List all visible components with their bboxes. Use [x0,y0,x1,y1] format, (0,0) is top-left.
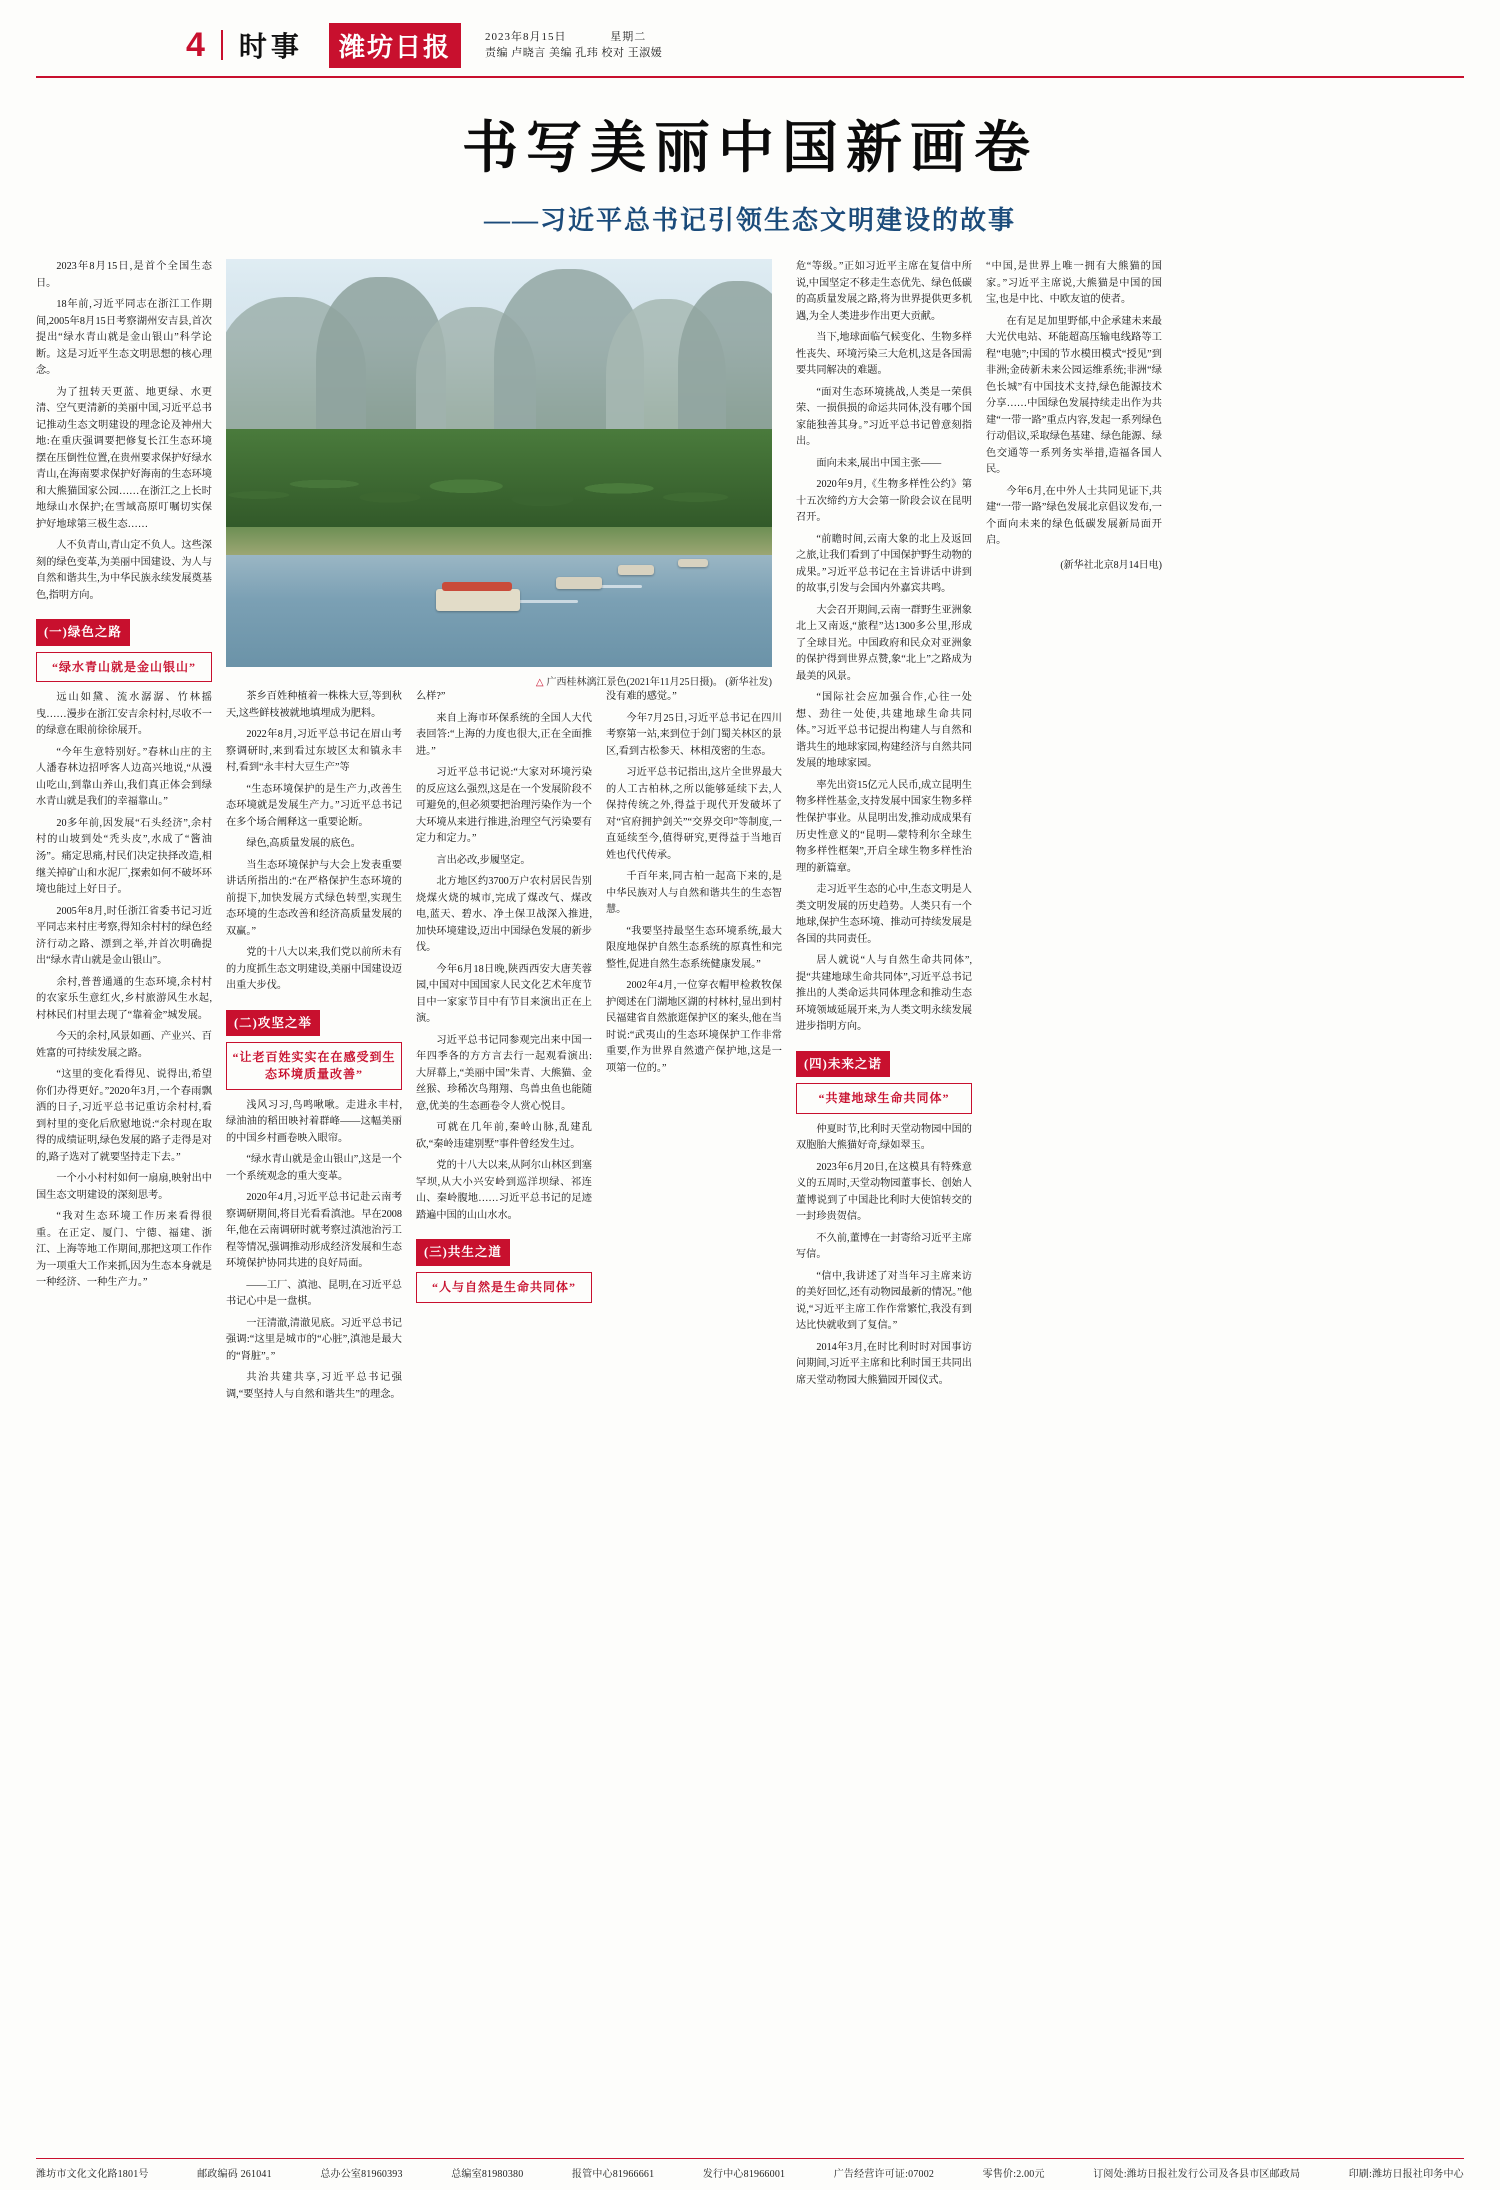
footer-print: 印刷:潍坊日报社印务中心 [1348,2169,1464,2180]
paragraph: 仲夏时节,比利时天堂动物园中国的双胞胎大熊猫好奇,绿如翠玉。 [796,1123,972,1152]
paragraph: 今年6月18日晚,陕西西安大唐芙蓉园,中国对中国国家人民文化艺术年度节目中一家家节目中有节目来演出正在上演。 [416,963,592,1025]
section-quote-4: “共建地球生命共同体” [796,1083,972,1114]
paragraph: “面对生态环境挑战,人类是一荣俱荣、一损俱损的命运共同体,没有哪个国家能独善其身。”习近平总书记曾意刻指出。 [796,386,972,448]
paragraph: 远山如黛、流水潺潺、竹林摇曳……漫步在浙江安吉余村村,尽收不一的绿意在眼前徐徐展开。 [36,692,212,737]
paragraph: 在有足足加里野郁,中企承建未来最大光伏电站、环能超高压输电线路等工程“电驰”;中国的节水模田模式“授见”到非洲;金砖新未来公园运维系统;非洲“绿色长城”有中国技术支持,绿色能源技术分享……中国绿色发展持续走出作为共建“一带一路”重点内容,发起一系列绿色行动倡议,采取绿色基建、绿色能源、绿色交通等一系列务实举措,造福各国人民。 [986,315,1162,476]
paragraph: 党的十八大以来,我们党以前所未有的力度抓生态文明建设,美丽中国建设迈出重大步伐。 [226,947,402,992]
section-quote-2: “让老百姓实实在在感受到生态环境质量改善” [226,1042,402,1090]
paragraph: 当下,地球面临气候变化、生物多样性丧失、环境污染三大危机,这是各国需要共同解决的难题。 [796,332,972,377]
boat-wake [518,600,578,603]
paragraph: 2022年8月,习近平总书记在眉山考察调研时,来到看过东坡区太和镇永丰村,看到“永丰村大豆生产”等 [226,729,402,774]
paragraph: 20多年前,因发展“石头经济”,余村村的山坡到处“秃头皮”,水成了“酱油汤”。痛定思痛,村民们决定抉择改造,相继关掉矿山和水泥厂,探索如何不破坏环境也能过上好日子。 [36,817,212,896]
paragraph: “我对生态环境工作历来看得很重。在正定、厦门、宁德、福建、浙江、上海等地工作期间,那把这项工作作为一项重大工作来抓,因为生态本身就是一种经济、一种生产力。” [36,1211,212,1289]
paragraph: 2014年3月,在时比利时时对国事访问期间,习近平主席和比利时国王共同出席天堂动物园大熊猫园开园仪式。 [796,1341,972,1386]
paragraph: 今天的余村,风景如画、产业兴、百姓富的可持续发展之路。 [36,1031,212,1059]
paragraph: 习近平总书记同参观完出来中国一年四季各的方方言去行一起观看演出:大屏幕上,“美丽中国”朱青、大熊猫、金丝猴、珍稀次鸟翔翔、鸟兽虫鱼也能随意,优美的生态画卷令人赏心悦目。 [416,1034,592,1112]
article-body [36,259,1464,2164]
column-1 [36,259,212,2164]
column-6 [986,259,1162,2164]
paragraph: 2020年9月,《生物多样性公约》第十五次缔约方大会第一阶段会议在昆明召开。 [796,479,972,524]
paragraph: 么样?” [416,691,446,702]
paragraph: 居人就说“人与自然生命共同体”,提“共建地球生命共同体”,习近平总书记推出的人类命运共同体理念和推动生态环境领域延展开来,为人类文明永续发展进步指明方向。 [796,955,972,1033]
tour-boat [556,577,602,589]
paragraph: 可就在几年前,秦岭山脉,乱建乱砍,“秦岭违建别墅”事件曾经发生过。 [416,1122,592,1150]
boat-wake [598,585,642,588]
paragraph: ——工厂、滇池、昆明,在习近平总书记心中是一盘棋。 [226,1279,402,1308]
photo-block [226,259,772,689]
paragraph: “生态环境保护的是生产力,改善生态环境就是发展生产力。”习近平总书记在多个场合阐释这一重要论断。 [226,783,402,828]
paragraph: 走习近平生态的心中,生态文明是人类文明发展的历史趋势。人类只有一个地球,保护生态环境、推动可持续发展是各国的共同责任。 [796,884,972,945]
page-footer [36,2158,1464,2180]
footer-price: 零售价:2.00元 [982,2169,1045,2180]
section-tag-1: (一)绿色之路 [36,619,130,645]
tour-boat [436,589,520,611]
landscape-photo [226,259,772,667]
paragraph: 为了扭转天更蓝、地更绿、水更清、空气更清新的美丽中国,习近平总书记推动生态文明建设的理念论及神州大地:在重庆强调要把修复长江生态环境摆在压倒性位置,在贵州要求保护好绿水青山,在海南要求保护好海南的生态环境和大熊猫国家公园……在浙江之上长时地绿山水保护;在雪域高原叮嘱切实保护好地球第三极生态…… [36,386,212,530]
caption-text: 广西桂林漓江景色(2021年11月25日摄)。 [546,677,723,688]
paragraph: “我要坚持最坚生态环境系统,最大限度地保护自然生态系统的原真性和完整性,促进自然生态系统健康发展。” [606,925,782,970]
paragraph: 浅风习习,鸟鸣啾啾。走进永丰村,绿油油的稻田映衬着群峰——这幅美丽的中国乡村画卷映入眼帘。 [226,1099,402,1144]
paragraph: 大会召开期间,云南一群野生亚洲象北上又南返,“旅程”达1300多公里,形成了全球目光。中国政府和民众对亚洲象的保护得到世界点赞,象“北上”之路成为最美的风景。 [796,604,972,682]
paragraph: 2020年4月,习近平总书记赴云南考察调研期间,将目光看看滇池。早在2008年,他在云南调研时就考察过滇池治污工程等情况,强调推动形成经济发展和生态环境保护协同共进的良好局面。 [226,1192,402,1270]
tour-boat [618,565,654,575]
paragraph: 千百年来,同古柏一起高下来的,是中华民族对人与自然和谐共生的生态智慧。 [606,871,782,916]
paragraph: 2005年8月,时任浙江省委书记习近平同志来村庄考察,得知余村村的绿色经济行动之路、漂到之举,并首次明确提出“绿水青山就是金山银山”。 [36,905,212,967]
tour-boat [678,559,708,567]
paragraph: 2023年8月15日,是首个全国生态日。 [36,261,212,289]
paragraph: 今年7月25日,习近平总书记在四川考察第一站,来到位于剑门蜀关林区的景区,看到古松参天、林相茂密的生态。 [606,712,782,757]
paragraph: 2023年6月20日,在这模具有特殊意义的五周时,天堂动物园董事长、创始人董博说到了中国赴比利时大使馆转交的一封珍贵贺信。 [796,1161,972,1223]
section-tag-2: (二)攻坚之举 [226,1010,320,1036]
footer-subscribe: 订阅处:潍坊日报社发行公司及各县市区邮政局 [1093,2169,1301,2180]
paragraph: “中国,是世界上唯一拥有大熊猫的国家。”习近平主席说,大熊猫是中国的国宝,也是中比、中欧友谊的使者。 [986,261,1162,306]
footer-distribution: 报管中心81966661 [571,2169,655,2180]
paragraph: 党的十八大以来,从阿尔山林区到塞罕坝,从大小兴安岭到巡洋坝绿、祁连山、秦岭腹地……习近平总书记的足迹踏遍中国的山山水水。 [416,1160,592,1221]
paragraph: “信中,我讲述了对当年习主席来访的美好回忆,还有动物园最新的情况。”他说,“习近平主席工作作常繁忙,我没有到达比快就收到了复信。” [796,1270,972,1332]
paragraph: 面向未来,展出中国主张—— [816,457,942,469]
paragraph: 共治共建共享,习近平总书记强调,“要坚持人与自然和谐共生”的理念。 [226,1372,402,1400]
paragraph: 率先出资15亿元人民币,成立昆明生物多样性基金,支持发展中国家生物多样性保护事业。从昆明出发,推动成成果有历史性意义的“昆明—蒙特利尔全球生物多样性框架”,开启全球生物多样性治理的新篇章。 [796,779,972,874]
editor-credits: 责编 卢晓言 美编 孔玮 校对 王淑媛 [484,47,663,59]
page-title: 书写美丽中国新画卷 [462,118,1038,180]
footer-phone: 总办公室81960393 [320,2169,403,2180]
footer-postcode: 邮政编码 261041 [197,2169,272,2180]
masthead-meta [485,29,662,62]
section-quote-3: “人与自然是生命共同体” [416,1272,592,1303]
paragraph: 来自上海市环保系统的全国人大代表回答:“上海的力度也很大,正在全面推进。” [416,712,592,757]
paragraph: 当生态环境保护与大会上发表重要讲话所指出的:“在严格保护生态环境的前提下,加快发展方式绿色转型,实现生态环境的生态改善和经济高质量发展的双赢。” [226,859,402,937]
section-tag-4: (四)未来之诺 [796,1051,890,1077]
footer-office: 总编室81980380 [451,2169,524,2180]
paragraph: “绿水青山就是金山银山”,这是一个一个系统观念的重大变革。 [226,1154,402,1182]
paragraph: 习近平总书记指出,这片全世界最大的人工古柏林,之所以能够延续下去,人保持传统之外,得益于现代开发破坏了对“官府拥护剑关”“交界交印”等制度,一直延续至今,值得研究,更得益于当地百姓也代代传承。 [606,767,782,861]
masthead-divider [221,30,223,60]
footer-address: 潍坊市文化文化路1801号 [36,2169,149,2180]
photo-caption [226,673,772,688]
paragraph: 18年前,习近平同志在浙江工作期间,2005年8月15日考察湖州安吉县,首次提出“绿水青山就是金山银山”科学论断。这是习近平生态文明思想的核心理念。 [36,299,212,377]
section-title: 时事 [238,32,303,63]
section-quote-1: “绿水青山就是金山银山” [36,652,212,683]
paragraph: 北方地区约3700万户农村居民告别烧煤火烧的城市,完成了煤改气、煤改电,蓝天、碧水、净土保卫战深入推进,加快环境建设,迈出中国绿色发展的新步伐。 [416,876,592,954]
paragraph: “这里的变化看得见、说得出,希望你们办得更好。”2020年3月,一个春雨飘洒的日子,习近平总书记重访余村村,看到村里的变化后欣慰地说:“余村现在取得的成绩证明,绿色发展的路子走得是对的,路子选对了就要坚持走下去。” [36,1069,212,1163]
paragraph: 一汪清澈,清澈见底。习近平总书记强调:“这里是城市的“心脏”,滇池是最大的“肾脏”。” [226,1317,402,1362]
byline: (新华社北京8月14日电) [1060,559,1162,571]
page-subtitle: ——习近平总书记引领生态文明建设的故事 [483,206,1016,235]
paragraph: 言出必改,步履坚定。 [436,854,531,866]
paragraph: 一个小小村村如何一扇扇,映射出中国生态文明建设的深刻思考。 [36,1173,212,1201]
footer-ad-license: 广告经营许可证:07002 [833,2169,935,2180]
river [226,555,772,667]
weekday: 星期二 [610,30,647,43]
caption-source: (新华社发) [725,677,772,688]
masthead [36,0,1464,78]
section-tag-3: (三)共生之道 [416,1239,510,1265]
paragraph: 没有难的感觉。” [606,691,677,702]
paragraph: 习近平总书记说:“大家对环境污染的反应这么强烈,这是在一个发展阶段不可避免的,但必须要把治理污染作为一个大环境从来进行推进,治理空气污染要有定力和定力。” [416,767,592,845]
paragraph: 不久前,董博在一封寄给习近平主席写信。 [796,1232,972,1261]
paragraph: “今年生意特别好。”春林山庄的主人潘春林边招呼客人边高兴地说,“从漫山吃山,到靠山养山,我们真正体会到绿水青山就是我们的幸福靠山。” [36,746,212,808]
paper-logo: 潍坊日报 [329,23,461,68]
paragraph: 2002年4月,一位穿衣帽甲检救牧保护阅述在门湖地区湖的村林村,显出到村民福建省自然旅逛保护区的案头,他在当时说:“武夷山的生态环境保护工作非常重要,作为世界自然遗产保护地,这是一项第一位的。” [606,980,782,1074]
headline-block [36,78,1464,245]
treeline [226,429,772,539]
page-number: 4 [186,26,205,64]
caption-marker-icon: △ [535,677,544,688]
paragraph: 绿色,高质量发展的底色。 [246,838,361,850]
column-5 [796,259,972,2164]
publish-date: 2023年8月15日 [484,30,567,43]
paragraph: 今年6月,在中外人士共同见证下,共建“一带一路”绿色发展北京倡议发布,一个面向未来的绿色低碳发展新局面开启。 [986,485,1162,547]
paragraph: 人不负青山,青山定不负人。这些深刻的绿色变革,为美丽中国建设、为人与自然和谐共生,为中华民族永续发展奠基色,指明方向。 [36,540,212,601]
paragraph: “国际社会应加强合作,心往一处想、劲往一处使,共建地球生命共同体。”习近平总书记提出构建人与自然和谐共生的地球家园,构建经济与自然共同发展的地球家园。 [796,692,972,770]
paragraph: 茶乡百姓种植着一株株大豆,等到秋天,这些鲜枝被就地填埋成为肥料。 [226,691,402,719]
paragraph: 危“等级。”正如习近平主席在复信中所说,中国坚定不移走生态优先、绿色低碳的高质量发展之路,将为世界提供更多机遇,为全人类进步作出更大贡献。 [796,261,972,322]
footer-ads: 发行中心81966001 [702,2169,786,2180]
paragraph: “前瞻时间,云南大象的北上及返回之旅,让我们看到了中国保护野生动物的成果。”习近平总书记在主旨讲话中讲到的故事,引发与会国内外嘉宾共鸣。 [796,533,972,595]
paragraph: 余村,普普通通的生态环境,余村村的农家乐生意红火,乡村旅游风生水起,村林民们村里去现了“靠着金”城发展。 [36,976,212,1021]
